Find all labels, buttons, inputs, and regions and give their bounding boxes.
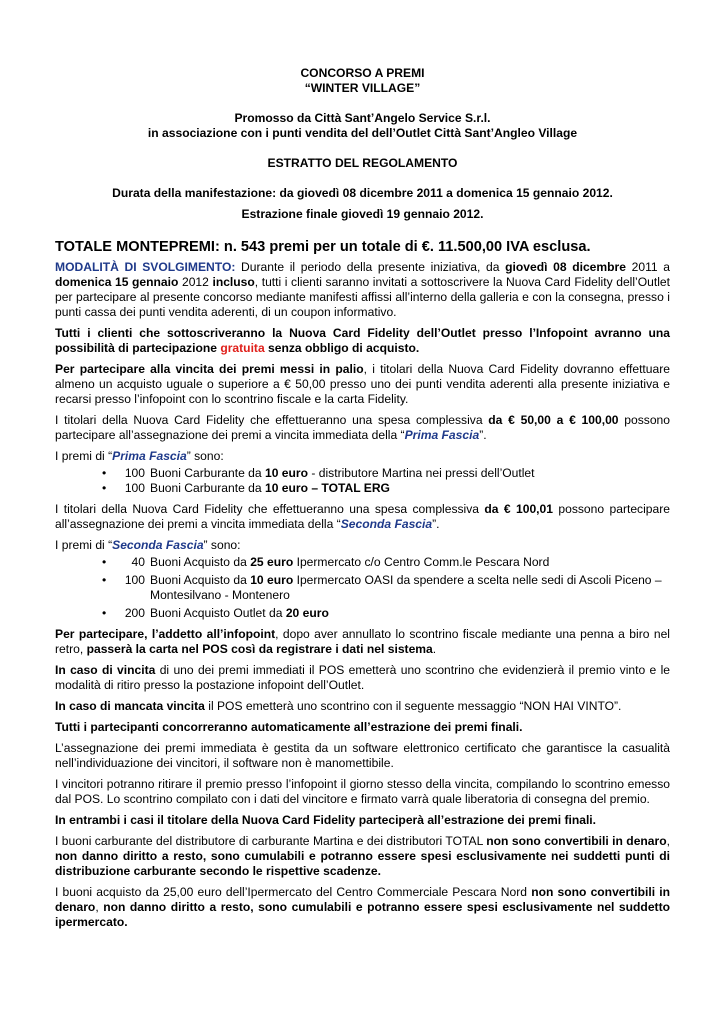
prima-range: da € 50,00 a € 100,00	[488, 413, 619, 427]
bullet-icon: •	[102, 481, 107, 495]
regulation-document	[55, 66, 670, 936]
prize-qty: 100	[124, 573, 145, 587]
prize-text1: Buoni Acquisto Outlet da	[150, 606, 286, 620]
mancata-bold: In caso di mancata vincita	[55, 699, 205, 713]
promoter-line1: Promosso da Città Sant’Angelo Service S.r.l.	[234, 111, 491, 125]
carburante-bold2: non danno diritto a resto, sono cumulabili e potranno essere spesi esclusivamente nei suddetti punti di distribuzione carburante secondo le rispettive scadenze.	[55, 849, 670, 878]
partecipare-paragraph	[55, 362, 670, 407]
gratuita-word: gratuita	[220, 341, 265, 355]
addetto-text2: .	[432, 642, 437, 656]
seconda-intro-fascia: Seconda Fascia	[112, 538, 204, 552]
carburante-paragraph	[55, 834, 670, 879]
partecipare-bold: Per partecipare alla vincita dei premi messi in palio	[55, 362, 364, 376]
bullet-icon: •	[102, 555, 107, 569]
list-item	[55, 555, 670, 570]
modalita-label: MODALITÀ DI SVOLGIMENTO:	[55, 260, 236, 274]
partecipare-text: , i titolari della Nuova Card Fidelity dovranno effettuare almeno un acquisto uguale o superiore a € 50,00 presso uno dei punti vendita aderenti alla presente iniziativa e recarsi presso l’infopoint con lo scontrino fiscale e la carta Fidelity.	[55, 362, 671, 406]
seconda-intro	[55, 538, 670, 553]
acquisto-bold1: non sono convertibili in denaro	[55, 885, 670, 914]
extract-heading: ESTRATTO DEL REGOLAMENTO	[267, 156, 458, 170]
modalita-paragraph	[55, 260, 670, 320]
prize-qty: 200	[124, 606, 145, 620]
contest-title	[55, 66, 670, 96]
prize-text2: - distributore Martina nei pressi dell’Outlet	[308, 466, 535, 480]
acquisto-text1: I buoni acquisto da 25,00 euro dell’Ipermercato del Centro Commerciale Pescara Nord	[55, 885, 532, 899]
carburante-bold1: non sono convertibili in denaro	[486, 834, 667, 848]
mancata-vincita-paragraph	[55, 699, 670, 714]
prima-intro-fascia: Prima Fascia	[112, 449, 187, 463]
modalita-text2: 2011 a	[625, 260, 671, 274]
prize-qty: 100	[124, 466, 145, 480]
modalita-incluso: incluso	[212, 275, 255, 289]
entrambi-paragraph: In entrambi i casi il titolare della Nuova Card Fidelity parteciperà all’estrazione dei premi finali.	[55, 813, 597, 827]
seconda-fascia-name: Seconda Fascia	[340, 517, 433, 531]
prize-text1: Buoni Carburante da	[150, 481, 265, 495]
modalita-end-date: domenica 15 gennaio	[55, 275, 179, 289]
promoter-block	[55, 111, 670, 141]
addetto-bold1: Per partecipare, l’addetto all’infopoint	[55, 627, 276, 641]
modalita-text4: , tutti i clienti saranno invitati a sottoscrivere la Nuova Card Fidelity dell’Outlet per partecipare al presente concorso mediante manifesti affissi all’interno della galleria e con la consegna, presso i punti cassa dei punti vendita aderenti, di un coupon informativo.	[55, 275, 670, 319]
list-item	[55, 481, 670, 496]
prize-qty: 40	[131, 555, 145, 569]
prize-amount: 10 euro	[250, 573, 294, 587]
seconda-intro-text1: I premi di “	[55, 538, 113, 552]
seconda-text3: ”.	[432, 517, 440, 531]
vincita-text: di uno dei premi immediati il POS emetterà uno scontrino che evidenzierà il premio vinto e le modalità di ritiro presso la postazione infopoint dell’Outlet.	[55, 663, 670, 692]
addetto-text1: , dopo aver annullato lo scontrino fiscale mediante una penna a biro nel retro,	[55, 627, 670, 656]
prize-amount: 20 euro	[285, 606, 329, 620]
bullet-icon: •	[102, 466, 107, 480]
contest-title-line2: “WINTER VILLAGE”	[304, 81, 421, 95]
prima-prize-list	[55, 466, 670, 496]
acquisto-paragraph	[55, 885, 670, 930]
prima-text3: ”.	[479, 428, 487, 442]
list-item	[55, 606, 670, 621]
promoter-line2: in associazione con i punti vendita del dell’Outlet Città Sant’Angleo Village	[147, 126, 578, 140]
prima-fascia-name: Prima Fascia	[404, 428, 480, 442]
vincita-bold: In caso di vincita	[55, 663, 156, 677]
vincita-paragraph	[55, 663, 670, 693]
prize-text2: Ipermercato c/o Centro Comm.le Pescara Nord	[293, 555, 550, 569]
acquisto-bold2: non danno diritto a resto, sono cumulabili e potranno essere spesi esclusivamente nel suddetto ipermercato.	[55, 900, 670, 929]
tutti-paragraph: Tutti i partecipanti concorreranno automaticamente all’estrazione dei premi finali.	[55, 720, 523, 734]
clients-text2: senza obbligo di acquisto.	[264, 341, 420, 355]
addetto-paragraph	[55, 627, 670, 657]
prize-text1: Buoni Acquisto da	[150, 555, 251, 569]
seconda-text2: possono partecipare all’assegnazione dei premi a vincita immediata della “	[55, 502, 670, 531]
prize-text1: Buoni Acquisto da	[150, 573, 251, 587]
draw-date-line: Estrazione finale giovedì 19 gennaio 2012.	[241, 207, 484, 221]
bullet-icon: •	[102, 573, 107, 587]
modalita-start-date: giovedì 08 dicembre	[505, 260, 626, 274]
software-paragraph: L’assegnazione dei premi immediata è gestita da un software elettronico certificato che garantisce la casualità nell’individuazione dei vincitori, il software non è manomettibile.	[55, 741, 670, 770]
contest-title-line1: CONCORSO A PREMI	[300, 66, 425, 80]
bullet-icon: •	[102, 606, 107, 620]
seconda-text1: I titolari della Nuova Card Fidelity che effettueranno una spesa complessiva	[55, 502, 485, 516]
seconda-prize-list	[55, 555, 670, 621]
clients-paragraph	[55, 326, 670, 356]
prima-intro-text1: I premi di “	[55, 449, 113, 463]
prize-text1: Buoni Carburante da	[150, 466, 265, 480]
list-item	[55, 466, 670, 481]
carburante-text2: ,	[666, 834, 671, 848]
prima-text2: possono partecipare all’assegnazione dei premi a vincita immediata della “	[55, 413, 670, 442]
list-item	[55, 573, 670, 603]
acquisto-text2: ,	[95, 900, 104, 914]
mancata-text: il POS emetterà uno scontrino con il seguente messaggio “NON HAI VINTO”.	[204, 699, 622, 713]
total-prize-pool: TOTALE MONTEPREMI: n. 543 premi per un totale di €. 11.500,00 IVA esclusa.	[55, 239, 591, 255]
prima-fascia-paragraph	[55, 413, 670, 443]
prize-amount: 10 euro – TOTAL ERG	[264, 481, 390, 495]
seconda-intro-text2: ” sono:	[203, 538, 241, 552]
prize-amount: 10 euro	[264, 466, 308, 480]
prize-text2: Ipermercato OASI da spendere a scelta nelle sedi di Ascoli Piceno – Montesilvano - Montenero	[150, 573, 662, 602]
duration-line: Durata della manifestazione: da giovedì 08 dicembre 2011 a domenica 15 gennaio 2012.	[112, 186, 613, 200]
prima-intro-text2: ” sono:	[186, 449, 224, 463]
prize-qty: 100	[124, 481, 145, 495]
carburante-text1: I buoni carburante del distributore di carburante Martina e dei distributori TOTAL	[55, 834, 487, 848]
modalita-text1: Durante il periodo della presente iniziativa, da	[235, 260, 506, 274]
prima-intro	[55, 449, 670, 464]
clients-text1: Tutti i clienti che sottoscriveranno la Nuova Card Fidelity dell’Outlet presso l’Infopoint avranno una possibilità di partecipazione	[55, 326, 670, 355]
prize-amount: 25 euro	[250, 555, 294, 569]
modalita-text3: 2012	[178, 275, 213, 289]
prima-text1: I titolari della Nuova Card Fidelity che effettueranno una spesa complessiva	[55, 413, 489, 427]
seconda-fascia-paragraph	[55, 502, 670, 532]
ritiro-paragraph: I vincitori potranno ritirare il premio presso l’infopoint il giorno stesso della vincita, compilando lo scontrino emesso dal POS. Lo scontrino compilato con i dati del vincitore e firmato varrà quale liberatoria di consegna del premio.	[55, 777, 670, 806]
addetto-bold2: passerà la carta nel POS così da registrare i dati nel sistema	[86, 642, 433, 656]
seconda-range: da € 100,01	[484, 502, 553, 516]
